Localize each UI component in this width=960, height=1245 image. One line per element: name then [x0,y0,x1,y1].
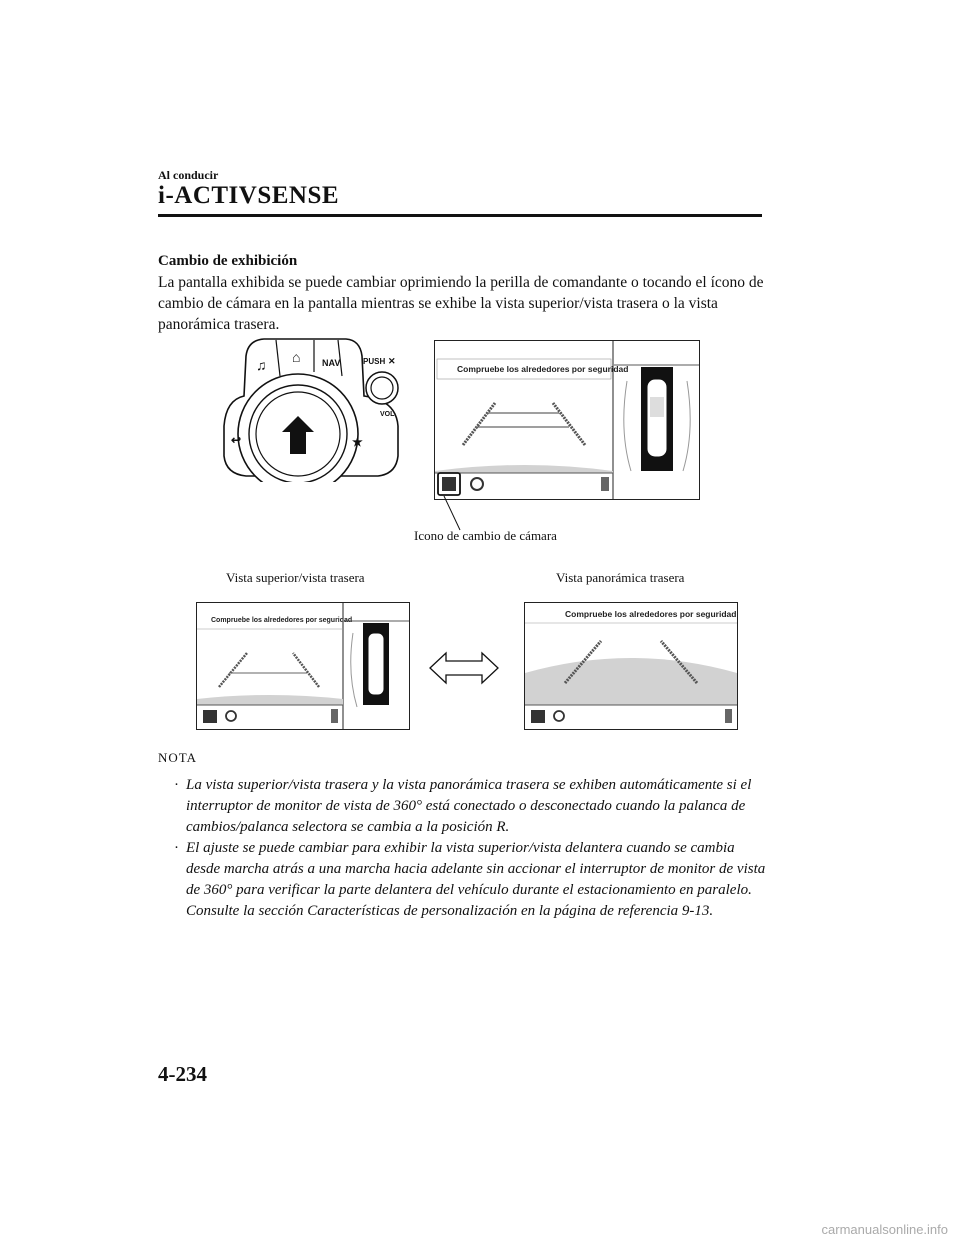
screen-message: Compruebe los alrededores por seguridad [565,609,737,619]
music-icon [256,357,267,373]
nav-label: NAV [322,358,341,368]
screen-message: Compruebe los alrededores por seguridad [457,364,629,374]
caption-panoramic-view: Vista panorámica trasera [556,570,685,585]
subsection-title: Cambio de exhibición [158,253,298,269]
screen-message: Compruebe los alrededores por seguridad [211,617,353,624]
intro-paragraph: La pantalla exhibida se puede cambiar oprimiendo la perilla de comandante o tocando el ícono de cambio de cámara en la pantalla mientras se exhibe la vista superior/vista trasera o la vista panorámica trasera. [158,274,764,333]
svg-text:↩: ↩ [231,433,242,447]
svg-text:✕: ✕ [388,356,396,366]
vol-label: VOL [380,411,395,418]
caption-top-rear-view: Vista superior/vista trasera [226,570,365,585]
title-divider [158,214,762,217]
note-list [176,775,766,922]
svg-text:♫: ♫ [256,357,267,373]
volume-knob-illustration [358,350,418,420]
note-item: · La vista superior/vista trasera y la vista panorámica trasera se exhiben automáticamente si el interruptor de monitor de vista de 360° está conectado o desconectado cuando la palanca de cambios/palanca selectora se cambia a la posición R. [174,777,752,835]
watermark: carmanualsonline.info [821,1222,948,1237]
double-arrow-icon [428,650,500,686]
note-reference: Consulte la sección Características de personalización en la página de referencia 9-13. [186,903,714,919]
note-item: · El ajuste se puede cambiar para exhibir la vista superior/vista delantera cuando se cambia desde marcha atrás a una marcha hacia adelante sin accionar el interruptor de monitor de vista de 360° para verificar la parte delantera del vehículo durante el estacionamiento en paralelo. [174,840,766,898]
note-heading: NOTA [158,750,198,765]
screen-panoramic-rear-view [524,602,738,730]
push-label: PUSH [363,357,386,366]
star-icon [352,435,363,449]
section-label: Al conducir [158,168,219,182]
parking-sensor-icon [601,477,609,491]
page-number: 4-234 [158,1062,207,1086]
back-icon [231,433,241,447]
camera-icon-callout: Icono de cambio de cámara [414,528,557,543]
svg-text:⌂: ⌂ [292,349,301,365]
mute-icon [388,356,396,366]
settings-gear-icon[interactable] [471,478,483,490]
svg-text:★: ★ [352,435,363,449]
screen-bottom-top-rear-view [196,602,410,730]
page-title: i-ACTIVSENSE [158,182,340,209]
home-icon [292,349,300,365]
screen-top-rear-view [434,340,700,500]
camera-switch-icon[interactable] [438,473,460,495]
